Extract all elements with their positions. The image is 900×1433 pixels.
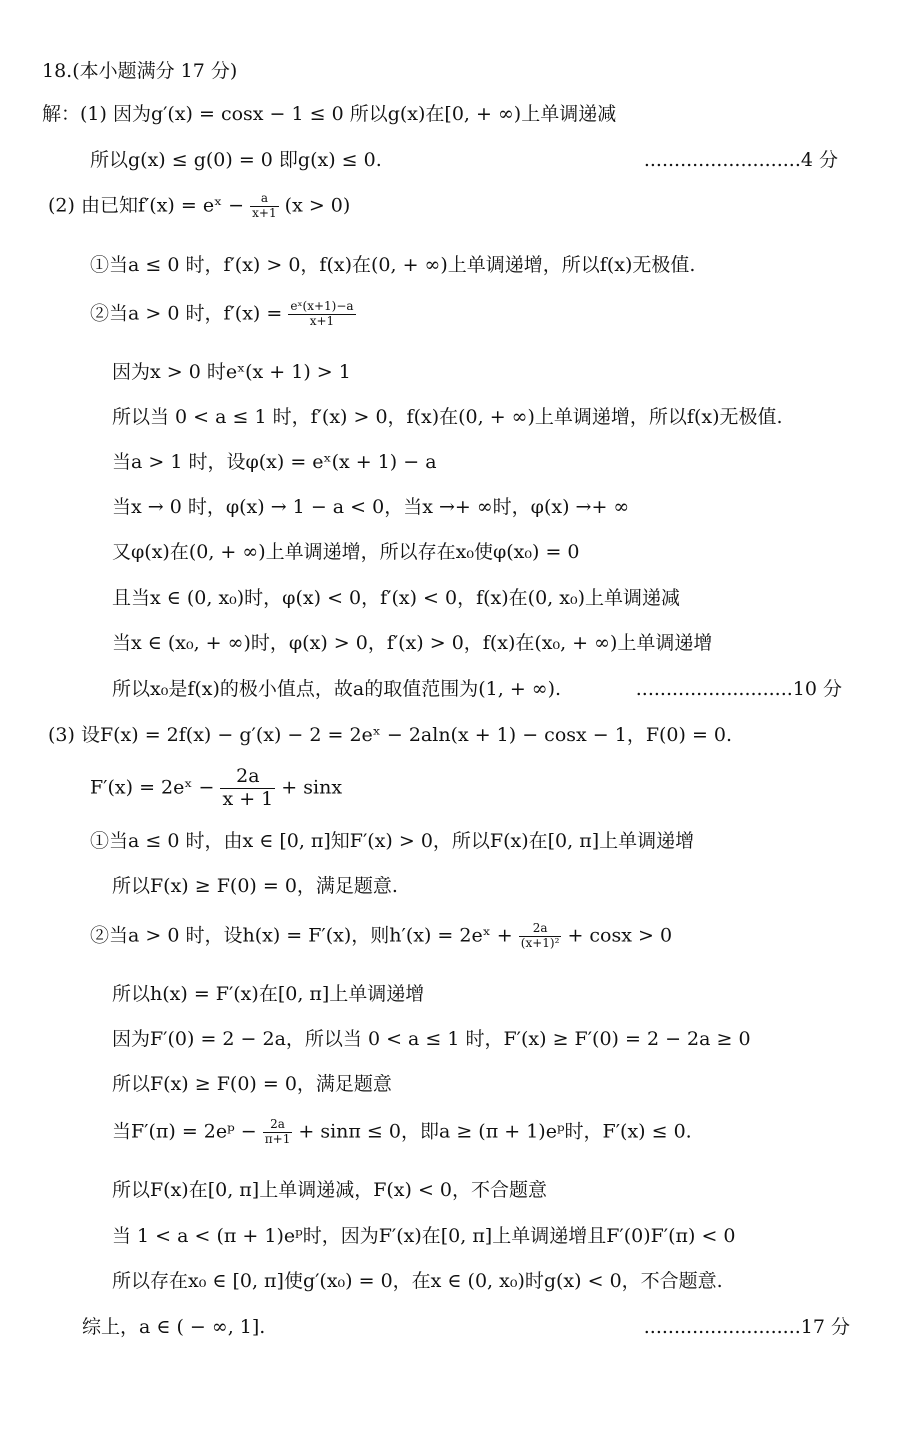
part2-case2-pre: ②当a > 0 时，f′(x) = xyxy=(90,302,283,325)
fraction-numerator: eˣ(x+1)−a xyxy=(290,299,354,313)
part3-line5: 所以F(x)在[0, π]上单调递减，F(x) < 0，不合题意 xyxy=(112,1179,548,1201)
fraction-numerator: 2a xyxy=(220,766,275,789)
part3-line4-pre: 当F′(π) = 2eᵖ − xyxy=(112,1120,257,1143)
part2-intro xyxy=(48,192,350,221)
part3-deriv-pre: F′(x) = 2eˣ − xyxy=(90,776,215,799)
part2-line3: 当a > 1 时，设φ(x) = eˣ(x + 1) − a xyxy=(112,451,437,473)
fraction-denominator: π+1 xyxy=(264,1131,291,1146)
part2-intro-pre: (2) 由已知f′(x) = eˣ − xyxy=(48,194,245,217)
fraction-numerator: 2a xyxy=(519,922,562,937)
part3-case1: ①当a ≤ 0 时，由x ∈ [0, π]知F′(x) > 0，所以F(x)在[0, π]上单调递增 xyxy=(90,830,695,852)
problem-header: 18.(本小题满分 17 分) xyxy=(42,60,238,82)
part3-case1b: 所以F(x) ≥ F(0) = 0，满足题意. xyxy=(112,875,398,897)
part2-intro-post: (x > 0) xyxy=(284,194,351,217)
part3-case2-post: + cosx > 0 xyxy=(567,924,673,947)
part3-deriv-post: + sinx xyxy=(281,776,343,799)
fraction-numerator: 2a xyxy=(263,1118,293,1133)
part2-case1: ①当a ≤ 0 时，f′(x) > 0，f(x)在(0, + ∞)上单调递增，所以f(x)无极值. xyxy=(90,254,696,276)
fraction-denominator: (x+1)² xyxy=(520,935,560,950)
part2-line8: 所以x₀是f(x)的极小值点，故a的取值范围为(1, + ∞). xyxy=(112,678,562,700)
part2-line4: 当x → 0 时，φ(x) → 1 − a < 0，当x →+ ∞时，φ(x) →+ ∞ xyxy=(112,496,630,518)
part3-line4-fraction xyxy=(263,1118,293,1147)
part3-line2: 因为F′(0) = 2 − 2a，所以当 0 < a ≤ 1 时，F′(x) ≥ F′(0) = 2 − 2a ≥ 0 xyxy=(112,1028,751,1050)
part3-deriv-fraction xyxy=(220,766,275,811)
part3-line7: 所以存在x₀ ∈ [0, π]使g′(x₀) = 0，在x ∈ (0, x₀)时g(x) < 0，不合题意. xyxy=(112,1270,723,1292)
conclusion: 综上，a ∈ ( − ∞, 1]. xyxy=(82,1316,266,1338)
fraction-denominator: x+1 xyxy=(252,205,277,220)
part3-line4-post: + sinπ ≤ 0，即a ≥ (π + 1)eᵖ时，F′(x) ≤ 0. xyxy=(298,1120,692,1143)
part3-case2-pre: ②当a > 0 时，设h(x) = F′(x)，则h′(x) = 2eˣ + xyxy=(90,924,513,947)
fraction-numerator: a xyxy=(250,192,278,207)
part3-case2 xyxy=(90,922,672,951)
part2-line6: 且当x ∈ (0, x₀)时，φ(x) < 0，f′(x) < 0，f(x)在(0, x₀)上单调递减 xyxy=(112,587,680,609)
part3-line6: 当 1 < a < (π + 1)eᵖ时，因为F′(x)在[0, π]上单调递增且F′(0)F′(π) < 0 xyxy=(112,1225,736,1247)
part3-derivative xyxy=(90,766,342,811)
fraction-denominator: x+1 xyxy=(309,313,335,328)
part2-score: ..........................10 分 xyxy=(635,678,842,700)
part2-case2-fraction xyxy=(288,300,355,329)
part1-score: ..........................4 分 xyxy=(643,149,838,171)
part2-line1: 因为x > 0 时eˣ(x + 1) > 1 xyxy=(112,361,351,383)
part3-case2-fraction xyxy=(519,922,562,951)
part3-line3: 所以F(x) ≥ F(0) = 0，满足题意 xyxy=(112,1073,392,1095)
part2-line5: 又φ(x)在(0, + ∞)上单调递增，所以存在x₀使φ(x₀) = 0 xyxy=(112,541,580,563)
part3-intro: (3) 设F(x) = 2f(x) − g′(x) − 2 = 2eˣ − 2aln(x + 1) − cosx − 1，F(0) = 0. xyxy=(48,724,733,746)
part2-case2 xyxy=(90,300,356,329)
part2-line2: 所以当 0 < a ≤ 1 时，f′(x) > 0，f(x)在(0, + ∞)上单调递增，所以f(x)无极值. xyxy=(112,406,783,428)
part2-line7: 当x ∈ (x₀, + ∞)时，φ(x) > 0，f′(x) > 0，f(x)在(x₀, + ∞)上单调递增 xyxy=(112,632,713,654)
part2-intro-fraction xyxy=(250,192,278,221)
part3-line1: 所以h(x) = F′(x)在[0, π]上单调递增 xyxy=(112,983,425,1005)
part1-line1: 解：(1) 因为g′(x) = cosx − 1 ≤ 0 所以g(x)在[0, + ∞)上单调递减 xyxy=(42,103,617,125)
part3-score: ..........................17 分 xyxy=(643,1316,850,1338)
fraction-denominator: x + 1 xyxy=(222,787,274,810)
part1-line2: 所以g(x) ≤ g(0) = 0 即g(x) ≤ 0. xyxy=(90,149,382,171)
part3-line4 xyxy=(112,1118,692,1147)
